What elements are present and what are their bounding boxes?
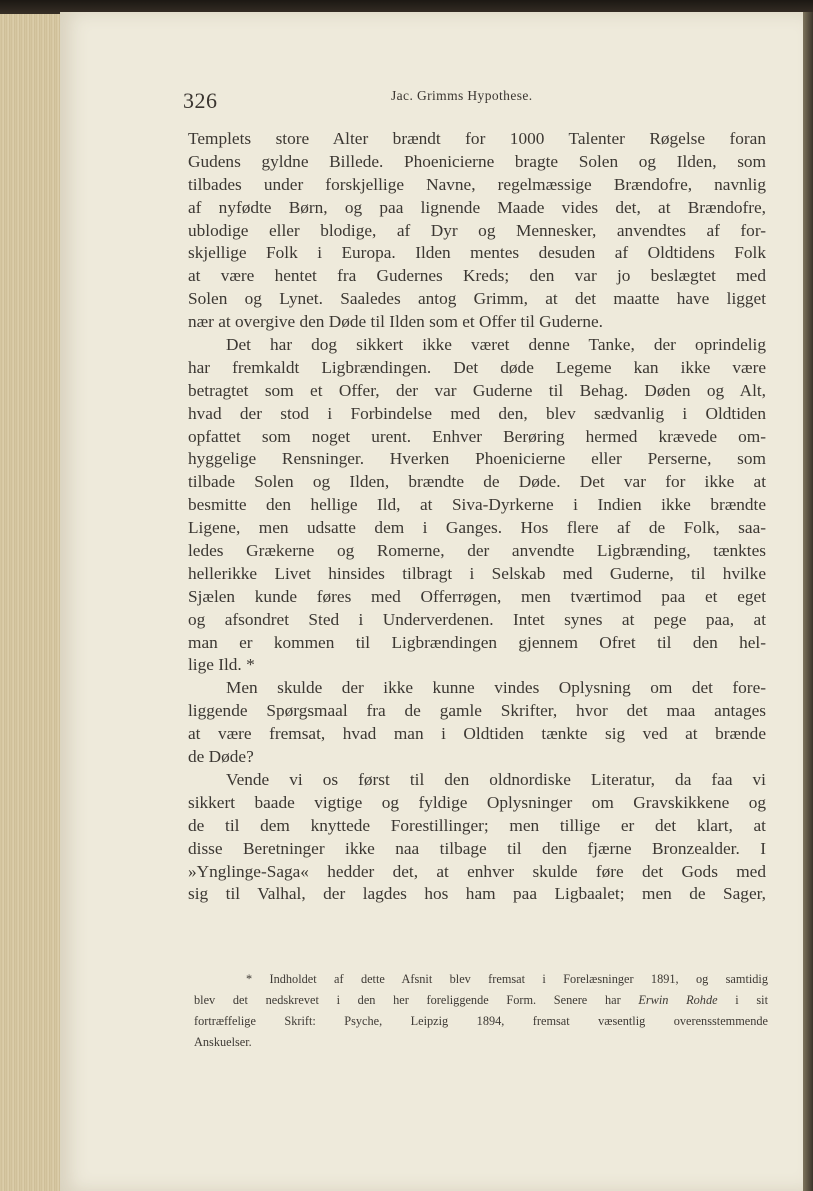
text-line: Solen og Lynet. Saaledes antog Grimm, at det maatte have ligget bbox=[188, 289, 766, 309]
text-line: Templets store Alter brændt for 1000 Talenter Røgelse foran bbox=[188, 129, 766, 148]
text-line: liggende Spørgsmaal fra de gamle Skrifter, hvor det maa antages bbox=[188, 701, 766, 721]
text-line: sikkert baade vigtige og fyldige Oplysninger om Gravskikkene og bbox=[188, 792, 766, 812]
footnote-line: fortræffelige Skrift: Psyche, Leipzig 1894, fremsat væsentlig overensstemmende bbox=[194, 1014, 768, 1028]
text-line: de Døde? bbox=[188, 747, 254, 767]
footnote-line bbox=[194, 990, 768, 1011]
paragraph-start-line: Det har dog sikkert ikke været denne Tanke, der oprindelig bbox=[226, 335, 766, 355]
text-line: tilbades under forskjellige Navne, regelmæssige Brændofre, navnlig bbox=[188, 174, 766, 194]
text-line: af nyfødte Børn, og paa lignende Maade vides det, at Brændofre, bbox=[188, 197, 766, 217]
text-line: de til dem knyttede Forestillinger; men tillige er det klart, at bbox=[188, 815, 766, 835]
book-page-edges bbox=[0, 14, 64, 1191]
paragraph-start-line: Vende vi os først til den oldnordiske Literatur, da faa vi bbox=[226, 769, 766, 789]
text-line: disse Beretninger ikke naa tilbage til den fjærne Bronzealder. I bbox=[188, 838, 766, 858]
text-line: og afsondret Sted i Underverdenen. Intet synes at pege paa, at bbox=[188, 609, 766, 629]
text-line: Gudens gyldne Billede. Phoenicierne bragte Solen og Ilden, som bbox=[188, 151, 766, 171]
footnote-line: Anskuelser. bbox=[194, 1035, 252, 1049]
text-line: betragtet som et Offer, der var Guderne til Behag. Døden og Alt, bbox=[188, 380, 766, 400]
book-right-edge bbox=[803, 12, 813, 1191]
page-header bbox=[183, 86, 568, 116]
text-line: har fremkaldt Ligbrændingen. Det døde Legeme kan ikke være bbox=[188, 357, 766, 377]
footnote bbox=[194, 969, 768, 1053]
text-line: hellerikke Livet hinsides tilbragt i Selskab med Guderne, til hvilke bbox=[188, 563, 766, 583]
footnote-line: * Indholdet af dette Afsnit blev fremsat i Forelæsninger 1891, og samtidig bbox=[246, 972, 768, 986]
body-text bbox=[188, 128, 766, 906]
text-line: »Ynglinge-Saga« hedder det, at enhver skulde føre det Gods med bbox=[188, 861, 766, 881]
text-line: skjellige Folk i Europa. Ilden mentes desuden af Oldtidens Folk bbox=[188, 243, 766, 263]
text-line: besmitte den hellige Ild, at Siva-Dyrkerne i Indien ikke brændte bbox=[188, 495, 766, 515]
text-line: at være fremsat, hvad man i Oldtiden tænkte sig ved at brænde bbox=[188, 724, 766, 744]
text-line: Ligene, men udsatte dem i Ganges. Hos flere af de Folk, saa- bbox=[188, 518, 766, 538]
running-head: Jac. Grimms Hypothese. bbox=[391, 88, 533, 103]
text-line: Sjælen kunde føres med Offerrøgen, men tværtimod paa et eget bbox=[188, 586, 766, 606]
text-line: ublodige eller blodige, af Dyr og Mennesker, anvendtes af for- bbox=[188, 220, 766, 240]
text-line: ledes Grækerne og Romerne, der anvendte Ligbrænding, tænktes bbox=[188, 541, 766, 561]
page-number: 326 bbox=[183, 88, 218, 113]
text-line: lige Ild. * bbox=[188, 655, 255, 675]
footnote-author: Erwin Rohde bbox=[638, 993, 718, 1007]
text-line: at være hentet fra Gudernes Kreds; den var jo beslægtet med bbox=[188, 266, 766, 286]
footnote-text: blev det nedskrevet i den her foreliggende Form. Senere har bbox=[194, 993, 639, 1007]
paragraph-start-line: Men skulde der ikke kunne vindes Oplysning om det fore- bbox=[226, 678, 766, 698]
text-line: nær at overgive den Døde til Ilden som et Offer til Guderne. bbox=[188, 312, 603, 332]
footnote-text: i sit bbox=[717, 993, 769, 1007]
text-line: sig til Valhal, der lagdes hos ham paa Ligbaalet; men de Sager, bbox=[188, 884, 766, 904]
text-line: man er kommen til Ligbrændingen gjennem Ofret til den hel- bbox=[188, 632, 766, 652]
text-line: opfattet som noget urent. Enhver Berøring hermed krævede om- bbox=[188, 426, 766, 446]
text-line: hyggelige Rensninger. Hverken Phoenicierne eller Perserne, som bbox=[188, 449, 766, 469]
text-line: tilbade Solen og Ilden, brændte de Døde. Det var for ikke at bbox=[188, 472, 766, 492]
text-line: hvad der stod i Forbindelse med den, blev sædvanlig i Oldtiden bbox=[188, 403, 766, 423]
